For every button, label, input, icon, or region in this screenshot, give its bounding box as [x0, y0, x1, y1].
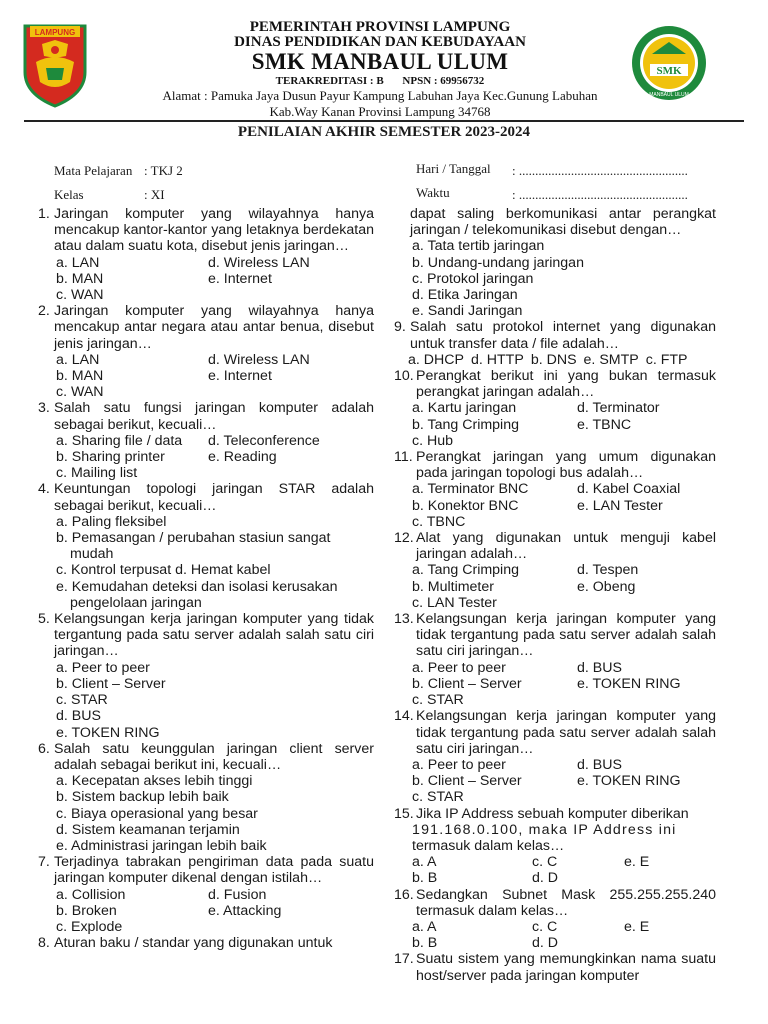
question-number: 1. — [38, 206, 50, 222]
option-d[interactable]: d. BUS — [577, 756, 622, 773]
option-a[interactable]: a. LAN — [56, 254, 100, 271]
option-a[interactable]: a. Kecepatan akses lebih tinggi — [56, 773, 253, 790]
government-name: PEMERINTAH PROVINSI LAMPUNG — [249, 19, 511, 35]
question-9 — [394, 319, 716, 368]
option-b[interactable]: b. Tang Crimping — [412, 416, 519, 433]
option-d[interactable]: d. Wireless LAN — [208, 351, 310, 368]
option-a[interactable]: a. Paling fleksibel — [56, 513, 167, 530]
option-e[interactable]: e. Reading — [208, 449, 277, 466]
question-13 — [394, 611, 716, 708]
option-c-d[interactable]: c. Kontrol terpusat d. Hemat kabel — [56, 562, 271, 579]
time-label: Waktu — [416, 185, 450, 200]
option-c[interactable]: c. Hub — [412, 432, 454, 449]
question-text: Terjadinya tabrakan pengiriman data pada suatu jaringan komputer dikenal dengan istilah… — [54, 854, 374, 887]
question-number: 11. — [394, 449, 413, 466]
option-a[interactable]: a. DHCP — [408, 351, 464, 368]
question-4 — [38, 481, 374, 611]
option-d[interactable]: d. Wireless LAN — [208, 254, 310, 271]
option-b[interactable]: b. Client – Server — [412, 675, 522, 692]
subject-value: : TKJ 2 — [144, 163, 183, 178]
question-number: 9. — [394, 319, 406, 336]
option-b[interactable]: b. MAN — [56, 368, 104, 385]
option-a[interactable]: a. A — [412, 854, 437, 871]
option-a[interactable]: a. A — [412, 918, 437, 935]
option-e[interactable]: e. TOKEN RING — [577, 675, 681, 692]
question-number: 8. — [38, 935, 50, 952]
option-c[interactable]: c. C — [532, 918, 558, 935]
class-value: : XI — [144, 187, 165, 202]
school-name: SMK MANBAUL ULUM — [251, 49, 509, 74]
option-c[interactable]: c. Explode — [56, 918, 123, 935]
question-number: 16. — [394, 886, 414, 903]
option-c[interactable]: c. WAN — [56, 287, 104, 304]
question-number: 7. — [38, 854, 50, 871]
question-number: 3. — [38, 400, 50, 417]
address-line-2: Kab.Way Kanan Provinsi Lampung 34768 — [269, 104, 491, 119]
question-14 — [394, 708, 716, 805]
option-c[interactable]: c. LAN Tester — [412, 594, 497, 611]
option-d[interactable]: d. Kabel Coaxial — [577, 481, 681, 498]
question-8-start — [38, 935, 374, 951]
address-line-1: Alamat : Pamuka Jaya Dusun Payur Kampung Labuhan Jaya Kec.Gunung Labuhan — [162, 88, 598, 103]
question-number: 17. — [394, 951, 414, 968]
question-8-continuation — [394, 206, 716, 319]
question-11 — [394, 449, 716, 530]
option-b[interactable]: b. MAN — [56, 270, 104, 287]
question-15 — [394, 806, 716, 887]
npsn: NPSN : 69956732 — [402, 75, 485, 87]
smk-school-logo — [630, 24, 708, 102]
question-number: 5. — [38, 611, 50, 628]
option-b[interactable]: b. Client – Server — [56, 675, 166, 692]
question-number: 10. — [394, 368, 414, 385]
option-c[interactable]: c. STAR — [412, 789, 464, 806]
question-6 — [38, 741, 374, 854]
option-e[interactable]: e. Sandi Jaringan — [412, 303, 523, 320]
questions-right-column — [394, 206, 716, 984]
option-e[interactable]: e. E — [624, 854, 650, 871]
option-c[interactable]: c. TBNC — [412, 513, 466, 530]
question-text: Kelangsungan kerja jaringan komputer yang tidak tergantung pada satu server adalah salah satu ciri jaringan… — [416, 708, 716, 757]
option-c[interactable]: c. Biaya operasional yang besar — [56, 805, 258, 822]
option-b[interactable]: b. Sistem backup lebih baik — [56, 789, 229, 806]
option-e[interactable]: e. E — [624, 918, 650, 935]
option-d[interactable]: d. D — [532, 870, 559, 887]
option-d[interactable]: d. Fusion — [208, 886, 267, 903]
option-e[interactable]: e. TOKEN RING — [577, 773, 681, 790]
question-1 — [38, 206, 374, 303]
option-e[interactable]: e. Administrasi jaringan lebih baik — [56, 837, 267, 854]
option-e[interactable]: e. Internet — [208, 368, 272, 385]
question-text: Perangkat jaringan yang umum digunakan pada jaringan topologi bus adalah… — [416, 449, 716, 482]
option-b[interactable]: b. Multimeter — [412, 578, 494, 595]
option-b[interactable]: b. Client – Server — [412, 773, 522, 790]
option-c[interactable]: c. STAR — [412, 692, 464, 709]
question-text: Salah satu protokol internet yang digunakan untuk transfer data / file adalah… — [410, 319, 716, 352]
question-number: 12. — [394, 530, 414, 547]
option-b[interactable]: b. Konektor BNC — [412, 497, 519, 514]
option-a[interactable]: a. Tang Crimping — [412, 562, 519, 579]
option-b[interactable]: b. Undang-undang jaringan — [412, 254, 584, 271]
option-a[interactable]: a. LAN — [56, 351, 100, 368]
option-d[interactable]: d. Teleconference — [208, 432, 320, 449]
question-text-line-2: 191.168.0.100, maka IP Address ini — [412, 821, 677, 838]
accreditation: TERAKREDITASI : B — [275, 75, 384, 87]
option-e[interactable]: e. LAN Tester — [577, 497, 663, 514]
day-label: Hari / Tanggal — [416, 161, 491, 176]
logo-right-ring-text: MANBAUL ULUM — [649, 92, 689, 98]
option-b[interactable]: b. Sharing printer — [56, 449, 165, 466]
question-number: 15. — [394, 805, 414, 822]
exam-title: PENILAIAN AKHIR SEMESTER 2023-2024 — [237, 124, 531, 140]
option-d[interactable]: d. Tespen — [577, 562, 639, 579]
question-text: Jaringan komputer yang wilayahnya hanya mencakup antar negara atau antar benua, disebut jenis jaringan… — [54, 303, 374, 352]
question-3 — [38, 400, 374, 481]
option-b[interactable]: b. DNS — [530, 351, 577, 368]
question-text: Suatu sistem yang memungkinkan nama suatu host/server pada jaringan komputer — [416, 951, 716, 984]
question-text: Jaringan komputer yang wilayahnya hanya mencakup kantor-kantor yang letaknya berdekatan atau dalam suatu kota, disebut jenis jaringan… — [54, 206, 374, 255]
question-text: Sedangkan Subnet Mask 255.255.255.240 termasuk dalam kelas… — [416, 886, 716, 919]
accreditation-line — [110, 74, 650, 88]
question-number: 14. — [394, 708, 414, 725]
option-a[interactable]: a. Sharing file / data — [56, 432, 183, 449]
option-c[interactable]: c. WAN — [56, 384, 104, 401]
letterhead-text — [110, 20, 650, 120]
question-10 — [394, 368, 716, 449]
question-12 — [394, 530, 716, 611]
question-number: 4. — [38, 481, 50, 498]
option-b[interactable]: b. B — [412, 870, 438, 887]
option-b[interactable]: b. B — [412, 935, 438, 952]
option-d[interactable]: d. D — [532, 935, 559, 952]
option-a[interactable]: a. Collision — [56, 886, 126, 903]
letterhead — [0, 0, 768, 120]
question-text: Kelangsungan kerja jaringan komputer yang tidak tergantung pada satu server adalah salah satu ciri jaringan… — [416, 611, 716, 660]
time-value: : .................................................... — [512, 187, 688, 202]
question-number: 13. — [394, 611, 414, 628]
day-value: : .................................................... — [512, 163, 688, 178]
question-number: 6. — [38, 740, 50, 757]
lampung-province-logo — [22, 22, 88, 108]
question-text-line-3: termasuk dalam kelas… — [412, 837, 565, 854]
option-a[interactable]: a. Terminator BNC — [412, 481, 529, 498]
option-e[interactable]: e. SMTP — [583, 351, 639, 368]
option-a[interactable]: a. Tata tertib jaringan — [412, 238, 545, 255]
question-text: Aturan baku / standar yang digunakan untuk — [54, 935, 333, 952]
option-a[interactable]: a. Peer to peer — [412, 659, 506, 676]
option-e[interactable]: e. Obeng — [577, 578, 636, 595]
question-text: Perangkat berikut ini yang bukan termasuk perangkat jaringan adalah… — [416, 368, 716, 401]
option-b[interactable]: b. Pemasangan / perubahan stasiun sangat mudah — [56, 530, 331, 563]
option-e[interactable]: e. TBNC — [577, 416, 632, 433]
question-17 — [394, 951, 716, 983]
option-a[interactable]: a. Peer to peer — [56, 659, 150, 676]
option-c[interactable]: c. FTP — [645, 351, 688, 368]
option-a[interactable]: a. Kartu jaringan — [412, 400, 517, 417]
question-text: Jika IP Address sebuah komputer diberikan — [416, 805, 689, 822]
option-c[interactable]: c. STAR — [56, 692, 108, 709]
logo-right-label: SMK — [656, 65, 682, 77]
option-d[interactable]: d. BUS — [56, 708, 101, 725]
question-number: 2. — [38, 303, 50, 320]
question-text: Keuntungan topologi jaringan STAR adalah sebagai berikut, kecuali… — [54, 481, 374, 514]
option-d[interactable]: d. BUS — [577, 659, 622, 676]
question-5 — [38, 611, 374, 741]
option-d[interactable]: d. HTTP — [470, 351, 524, 368]
option-d[interactable]: d. Etika Jaringan — [412, 287, 518, 304]
option-e[interactable]: e. TOKEN RING — [56, 724, 160, 741]
option-a[interactable]: a. Peer to peer — [412, 756, 506, 773]
exam-info — [54, 160, 734, 200]
option-d[interactable]: d. Sistem keamanan terjamin — [56, 821, 240, 838]
question-text-continued: dapat saling berkomunikasi antar perangkat jaringan / telekomunikasi disebut dengan… — [410, 206, 716, 239]
class-label: Kelas — [54, 187, 84, 202]
question-text: Salah satu fungsi jaringan komputer adalah sebagai berikut, kecuali… — [54, 400, 374, 433]
question-text: Salah satu keunggulan jaringan client server adalah sebagai berikut ini, kecuali… — [54, 740, 374, 773]
subject-label: Mata Pelajaran — [54, 163, 133, 178]
option-e[interactable]: e. Kemudahan deteksi dan isolasi kerusakan pengelolaan jaringan — [56, 578, 338, 611]
option-d[interactable]: d. Terminator — [577, 400, 660, 417]
department-name: DINAS PENDIDIKAN DAN KEBUDAYAAN — [234, 34, 526, 50]
question-text: Kelangsungan kerja jaringan komputer yang tidak tergantung pada satu server adalah salah satu ciri jaringan… — [54, 611, 374, 660]
question-7 — [38, 854, 374, 935]
option-c[interactable]: c. Mailing list — [56, 465, 138, 482]
option-c[interactable]: c. C — [532, 854, 558, 871]
option-b[interactable]: b. Broken — [56, 902, 117, 919]
logo-left-label: LAMPUNG — [34, 28, 76, 37]
option-e[interactable]: e. Attacking — [208, 902, 282, 919]
option-e[interactable]: e. Internet — [208, 270, 272, 287]
question-text: Alat yang digunakan untuk menguji kabel jaringan adalah… — [416, 530, 716, 563]
letterhead-rule — [24, 120, 744, 122]
questions-left-column — [38, 206, 374, 951]
question-16 — [394, 887, 716, 952]
question-2 — [38, 303, 374, 400]
option-c[interactable]: c. Protokol jaringan — [412, 270, 534, 287]
